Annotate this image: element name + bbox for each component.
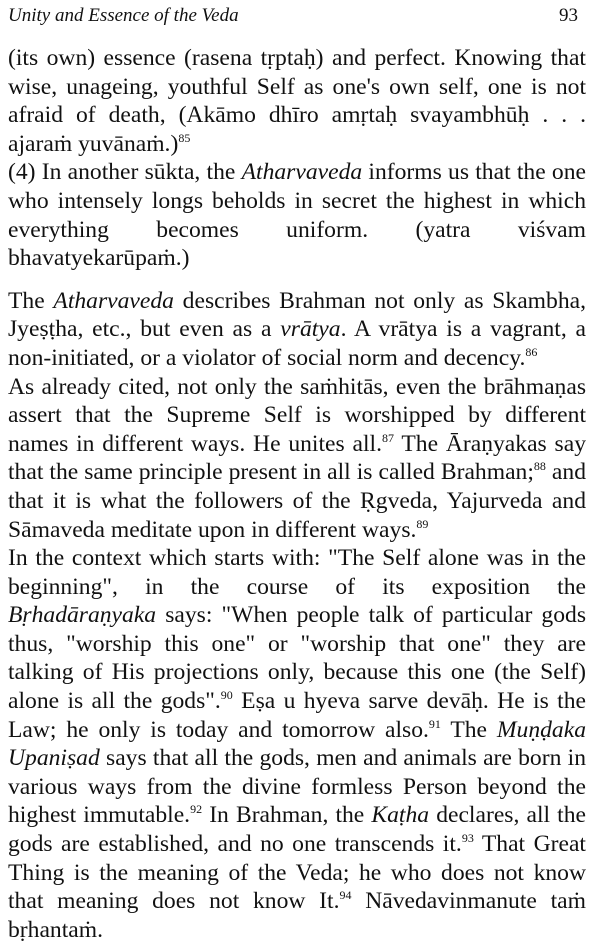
text-run: informs us that the one who intensely longs beholds in secret the highest in which everything becomes uniform. (yatra viśvam bhavatyekarūpaṁ.) [8,159,586,272]
footnote-ref: 91 [428,716,441,731]
page-header [8,2,586,30]
text-run: describes Brahman not only as Skambha, Jyeṣṭha, etc., but even as a [8,287,586,343]
italic-term: vrātya [280,316,341,343]
text-run: The [440,716,497,743]
italic-term: Atharvaveda [241,159,363,186]
footnote-ref: 89 [416,516,429,531]
footnote-ref: 86 [525,345,538,360]
text-run: (4) In another sūkta, the [8,159,242,186]
footnote-ref: 88 [533,459,546,474]
text-run: (its own) essence (rasena tṛptaḥ) and perfect. Knowing that wise, unageing, youthful Self as one's own self, one is not afraid of death, (Akāmo dhīro amṛtaḥ svayambhūḥ . . . ajaraṁ yuvānaṁ.) [8,45,586,157]
italic-term: Kaṭha [371,802,430,829]
italic-term: Atharvaveda [53,287,174,314]
paragraph-p2 [8,158,586,272]
footnote-ref: 93 [461,831,474,846]
paragraph-p4 [8,373,586,545]
footnote-ref: 85 [178,130,191,145]
footnote-ref: 90 [220,688,233,703]
text-run: Eṣa u hyeva sarve devāḥ. He is the Law; he only is today and tomorrow also. [8,688,586,743]
text-run: says: "When people talk of particular gods thus, "worship this one" or "worship that one" they are talking of His projections only, because this one (the Self) alone is all the gods". [8,602,586,715]
text-run: In Brahman, the [202,802,372,829]
text-run: . A vrātya is a vagrant, a non-initiated, or a violator of social norm and decency. [8,316,587,371]
text-run: As already cited, not only the saṁhitās, even the brāhmaṇas assert that the Supreme Self is worshipped by different names in different ways. He unites all. [8,373,586,457]
text-run: In the context which starts with: "The Self alone was in the beginning", in the course of its exposition the [8,545,586,600]
paragraph-p5 [8,544,586,944]
footnote-ref: 87 [381,430,394,445]
footnote-ref: 94 [339,888,352,903]
body-text [8,44,586,944]
text-run: declares, all the gods are established, and no one transcends it. [8,802,586,858]
paragraph-gap [8,273,586,287]
text-run: Nāvedavinmanute taṁ bṛhantaṁ. [8,888,586,943]
text-run: says that all the gods, men and animals are born in various ways from the divine formless Person beyond the highest immutable. [8,745,586,829]
footnote-ref: 92 [190,802,203,817]
paragraph-p3 [8,287,586,373]
paragraph-p1 [8,44,586,158]
italic-term: Muṇḍaka Upaniṣad [8,716,586,772]
running-title: Unity and Essence of the Veda [8,5,239,26]
text-run: The [8,287,54,314]
text-run: That Great Thing is the meaning of the Veda; he who does not know that meaning does not know It. [8,831,586,915]
text-run: and that it is what the followers of the Ṛgveda, Yajurveda and Sāmaveda meditate upon in different ways. [8,459,586,543]
text-run: The Āraṇyakas say that the same principle present in all is called Brahman; [8,430,586,486]
page-number: 93 [559,5,578,26]
italic-term: Bṛhadāraṇyaka [8,602,157,629]
